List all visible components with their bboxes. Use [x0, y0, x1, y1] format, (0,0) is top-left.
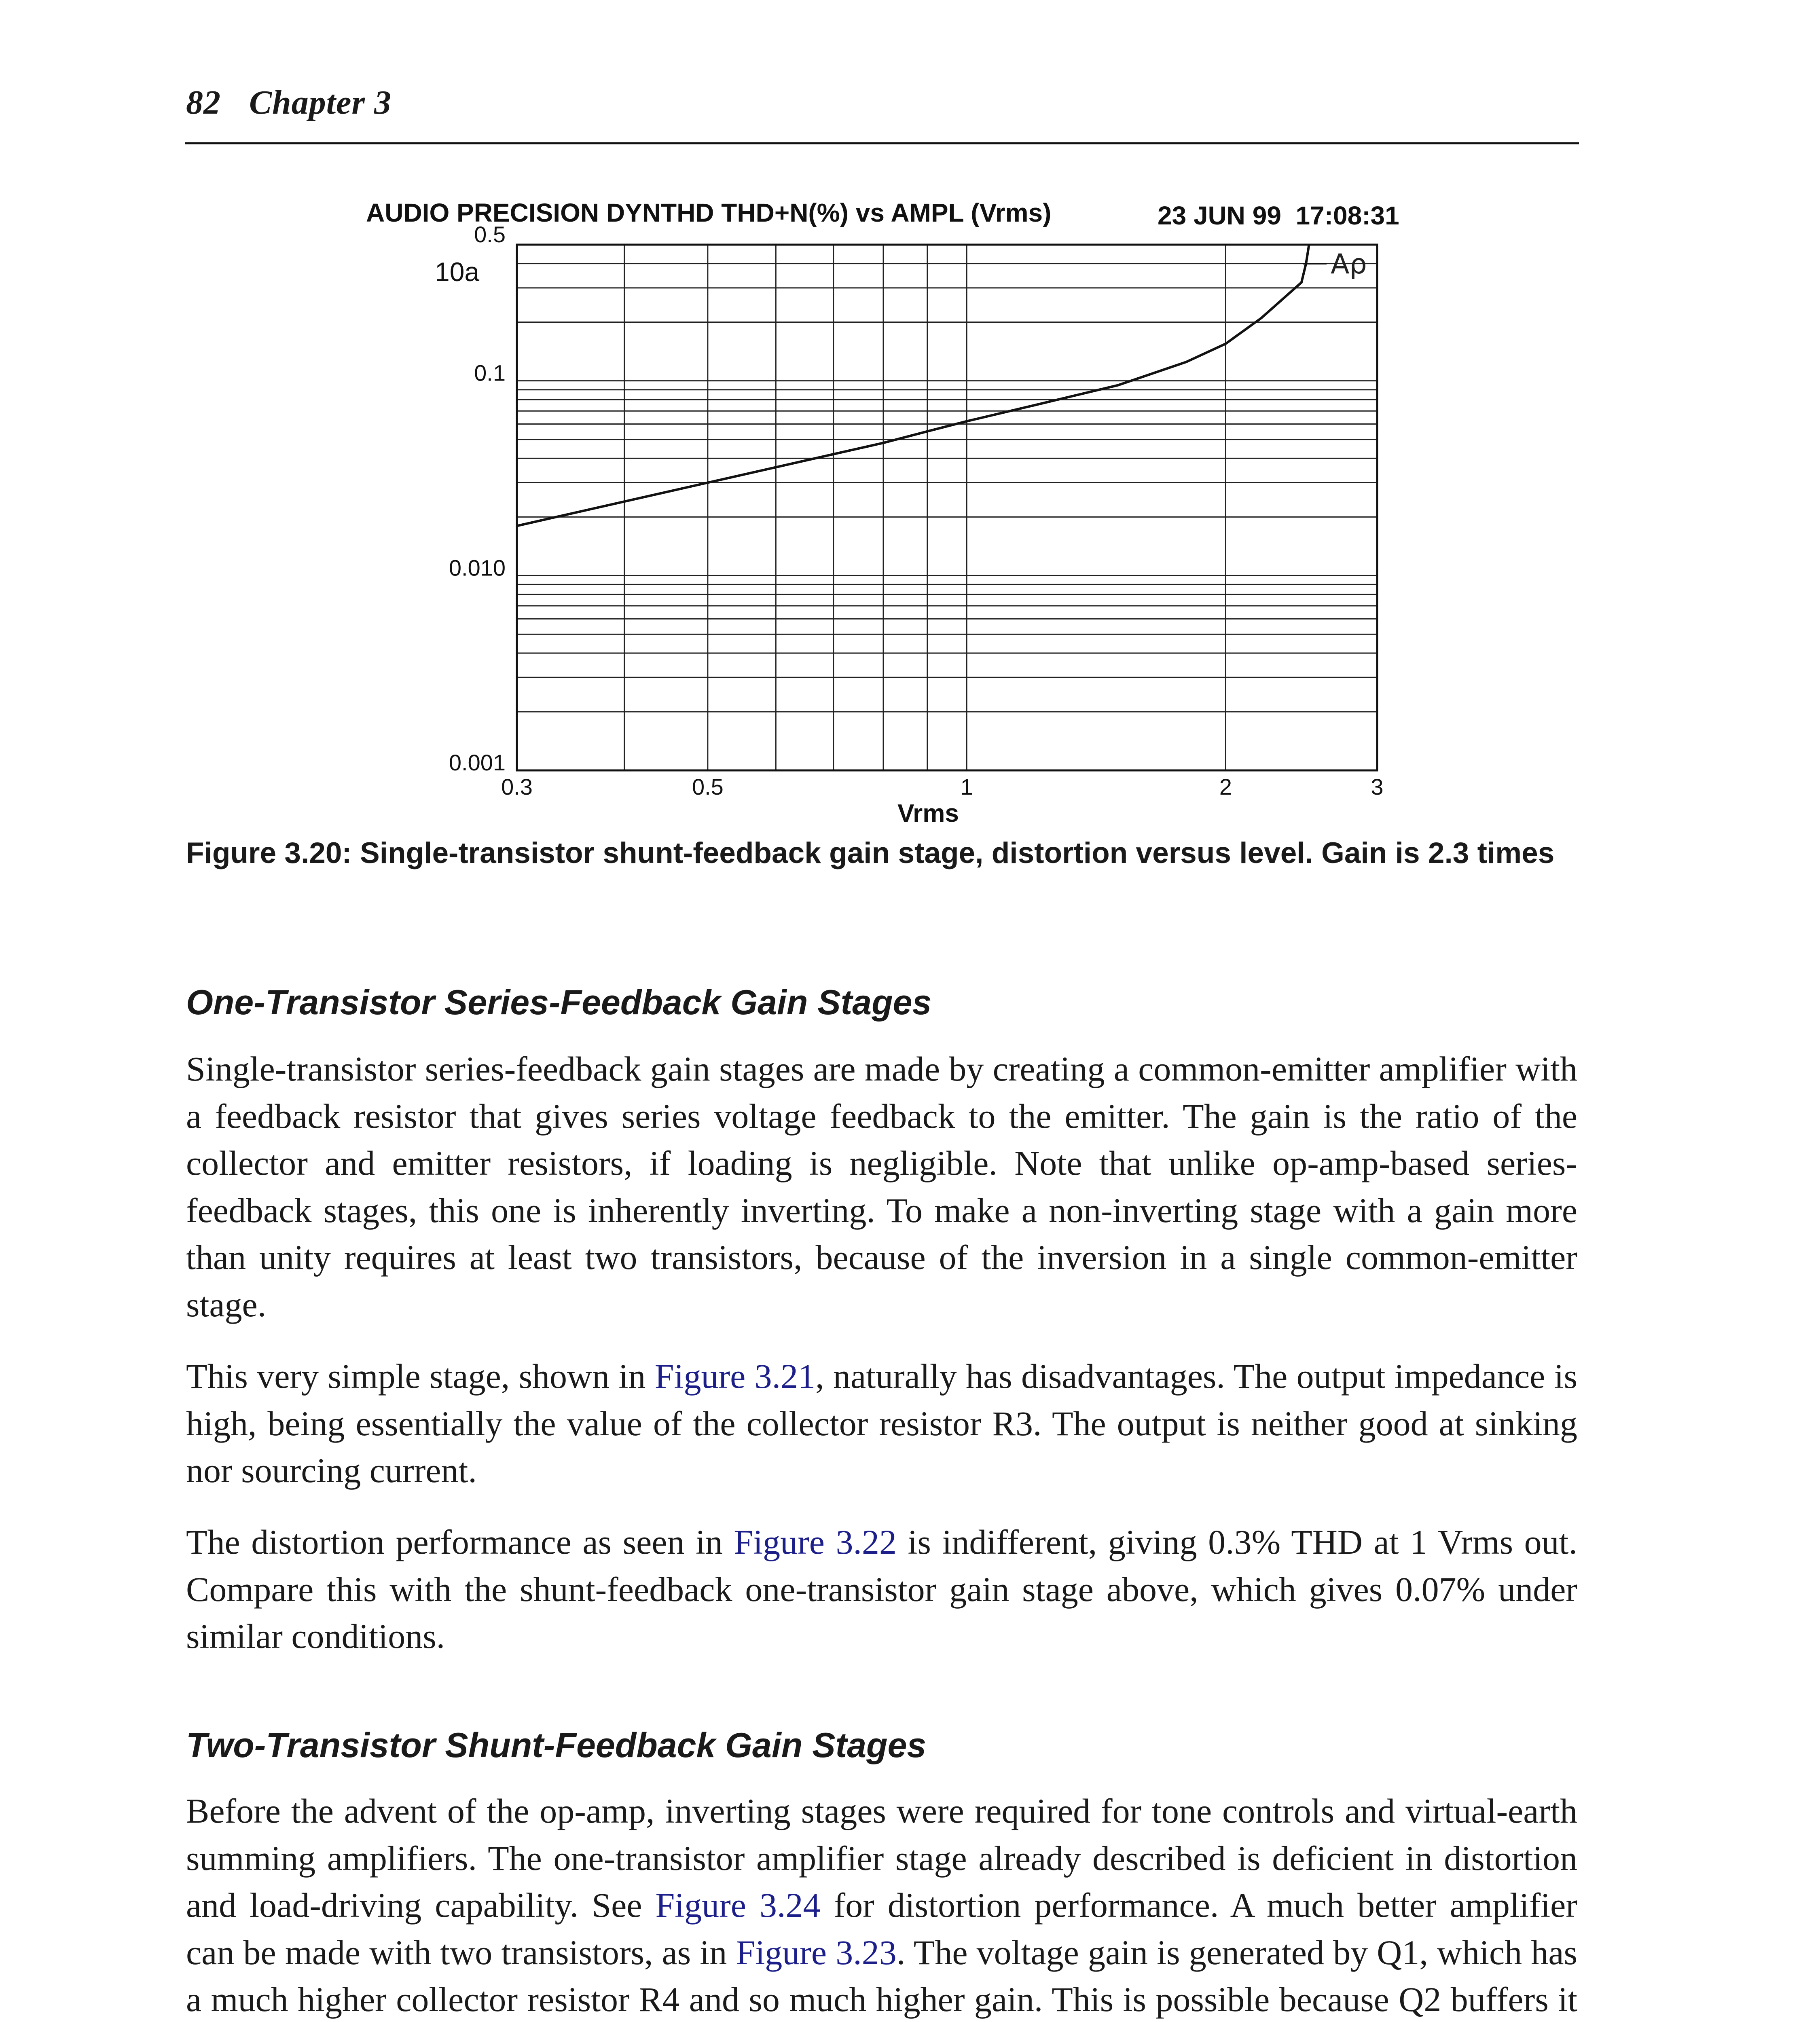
figure-3-23-link[interactable]: Figure 3.23	[736, 1933, 897, 1972]
body-paragraph	[186, 1787, 1577, 2022]
paragraph-text: This very simple stage, shown in	[186, 1357, 655, 1396]
figure-3-24-link[interactable]: Figure 3.24	[655, 1886, 821, 1925]
paragraph-text: . The voltage gain is generated by Q1, which has a much higher collector resistor R4 and so much higher gain. This is possible because Q2 buffers it	[186, 1933, 1577, 2019]
body-paragraph: Single-transistor series-feedback gain stages are made by creating a common-emitter amplifier with a feedback resistor that gives series voltage feedback to the emitter. The gain is the ratio of the collector and emitter resistors, if loading is negligible. Note that unlike op-amp-based series-feedback stages, this one is inherently inverting. To make a non-inverting stage with a gain more than unity requires at least two transistors, because of the inversion in a single common-emitter stage.	[186, 1049, 1577, 1324]
section-heading-series-feedback: One-Transistor Series-Feedback Gain Stages	[186, 983, 932, 1022]
section-heading-two-transistor: Two-Transistor Shunt-Feedback Gain Stages	[186, 1726, 927, 1765]
y-tick-label: 0.5	[474, 222, 506, 247]
x-tick-label: 2	[1219, 774, 1232, 799]
x-tick-label: 0.3	[501, 774, 533, 799]
figure-3-22-link[interactable]: Figure 3.22	[734, 1523, 897, 1561]
plot-frame	[517, 245, 1377, 770]
chart-grid	[517, 245, 1377, 770]
figure-caption: Figure 3.20: Single-transistor shunt-feedback gain stage, distortion versus level. Gain is 2.3 times	[186, 837, 1555, 869]
y-tick-label: 0.1	[474, 360, 506, 386]
figure-3-21-link[interactable]: Figure 3.21	[654, 1357, 816, 1396]
y-tick-label: 0.001	[449, 750, 506, 775]
paragraph-text: Before the advent of the op-amp, inverting stages were required for tone controls and virtual-earth summing amplifiers. The one-transistor amplifier stage already described is deficient in distortion and load-driving capability. See	[186, 1791, 1577, 1925]
body-paragraph	[186, 1519, 1577, 1660]
chapter-title: Chapter 3	[249, 84, 392, 121]
y-tick-label: 0.010	[449, 555, 506, 581]
thd-curve	[517, 245, 1309, 526]
chart-series	[517, 245, 1309, 526]
x-tick-label: 3	[1371, 774, 1384, 799]
paragraph-text: is indifferent, giving 0.3% THD at 1 Vrms out. Compare this with the shunt-feedback one-transistor gain stage above, which gives 0.07% under similar conditions.	[186, 1523, 1577, 1656]
thd-vs-amplitude-chart	[0, 0, 1820, 841]
paragraph-text: for distortion performance. A much better amplifier can be made with two transistors, as in	[186, 1886, 1577, 1972]
page-number: 82	[186, 84, 221, 121]
x-tick-label: 1	[960, 774, 973, 799]
paragraph-text: , naturally has disadvantages. The output impedance is high, being essentially the value of the collector resistor R3. The output is neither good at sinking nor sourcing current.	[186, 1357, 1577, 1490]
paragraph-text: The distortion performance as seen in	[186, 1523, 734, 1561]
chart-timestamp: 23 JUN 99 17:08:31	[1158, 201, 1399, 230]
x-tick-label: 0.5	[692, 774, 724, 799]
chart-title: AUDIO PRECISION DYNTHD THD+N(%) vs AMPL (Vrms)	[366, 198, 1052, 227]
body-paragraph	[186, 1353, 1577, 1494]
chart-panel-label: 10a	[435, 257, 480, 287]
ap-logo: Aρ	[1331, 248, 1367, 280]
x-axis-label: Vrms	[897, 799, 959, 827]
